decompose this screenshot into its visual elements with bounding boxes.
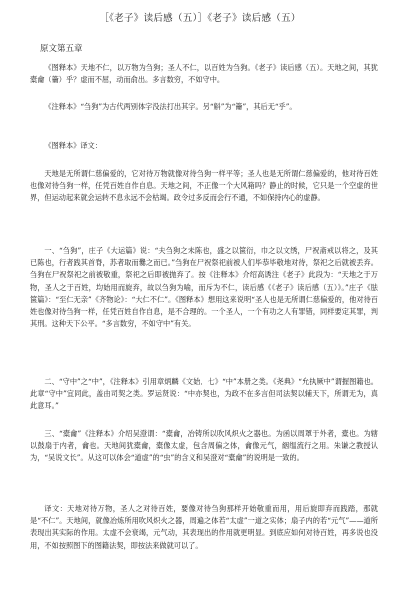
- paragraph-original-text: 《图释本》天地不仁，以万物为刍狗；圣人不仁，以百姓为刍狗。《老子》读后感（五）。天地之间，其犹橐龠（籥）乎？虚而不屈，动而俞出。多言数穷，不如守中。: [30, 63, 378, 85]
- paragraph-translation-label: 《图释本》译文：: [44, 141, 102, 150]
- paragraph-final-translation: 译文：天地对待万物，圣人之对待百姓，要像对待刍狗那样开始敬重而用，用后旋即弃而践踏，那就是“不仁”。天地间，就像冶炼所用吹风炽火之器，周遍之体若“太虚”一道之实体；扇子内的若“元气”——道所表现出其实际的作用。太虚不会衰竭，元气动，其表现出的作用就更明显。到底应如何对待百姓，再多说也没用，不如按照图下的图籍法契，即按法来做就可以了。: [30, 504, 378, 550]
- chapter-heading: 原文第五章: [40, 44, 83, 54]
- paragraph-note-three: 三、“橐龠”《注释本》介绍吴澄谓：“橐龠，冶铸所以吹风炽火之器也。为函以周罩于外者，橐也。为辖以鼓扇于内者，龠也。天地间犹橐龠，橐像太虚，包含周偏之体，龠像元气，絪缊流行之用。朱谦之教授认为，“吴说文长”。从这可以体会“道虚”的“虫”的含义和吴澄对“橐龠”的说明是一致的。: [30, 429, 378, 463]
- document-title: ［《老子》读后感（五）］《老子》读后感（五）: [99, 13, 301, 24]
- paragraph-note-two: 二、“守中”之“中”，《注释本》引用章炳麟《文始．七》“中”本册之类。《尧典》“允执厥中”谓握图籍也。此章“守中”宜同此，盖由司契之类。罗运贤说：“中亦契也，为政不在多言但司法契以辅天下，所谓无为，真此意耳。”: [30, 377, 378, 411]
- paragraph-annotation-note: 《注释本》“刍狗”为古代两别体字没法打出其字。另“斛”为“籥”，其后无“乎”。: [44, 102, 297, 111]
- paragraph-note-one: 一、“刍狗”，庄子《大运篇》说：“夫刍狗之未陈也，盛之以箧衍，巾之以文绣，尸祝斋戒以将之，及其已陈也，行者践其首脊，苏者取而爨之而已。”刍狗在尸祝祭祀前被人们毕恭毕敬地对待，祭祀之后就被丢弃。刍狗在尸祝祭祀之前被敬重，祭祀之后即被抛弃了。按《注释本》介绍高诱注《老子》此段为：“天地之于万物，圣人之于百姓，均始用而旋弃，故以刍狗为喻，而斥为不仁，读后感《《老子》读后感（五）》。”庄子《胠箧篇》：“至仁无亲”《齐物论》：“大仁不仁”。《图释本》想用这来说明“圣人也是无所谓仁慈偏爱的，他对待百姓也像对待刍狗一样，任凭百姓自作自息，是不合理的。一个圣人，一个有功之人有罪错，同样要定其罪，判其刑。这种天下公平。“多言数穷，不如守中”有关。: [30, 246, 378, 329]
- paragraph-translation: 天地是无所谓仁慈偏爱的，它对待万物就像对待刍狗一样平等；圣人也是无所谓仁慈偏爱的，他对待百姓也像对待刍狗一样，任凭百姓自作自息。天地之间，不正像一个大风箱吗？静止的时候，它只是一个空虚的世界，但运动起来就会运转不息永远不会枯竭。政令过多反而会行不通，不如保持内心的虚静。: [30, 169, 378, 203]
